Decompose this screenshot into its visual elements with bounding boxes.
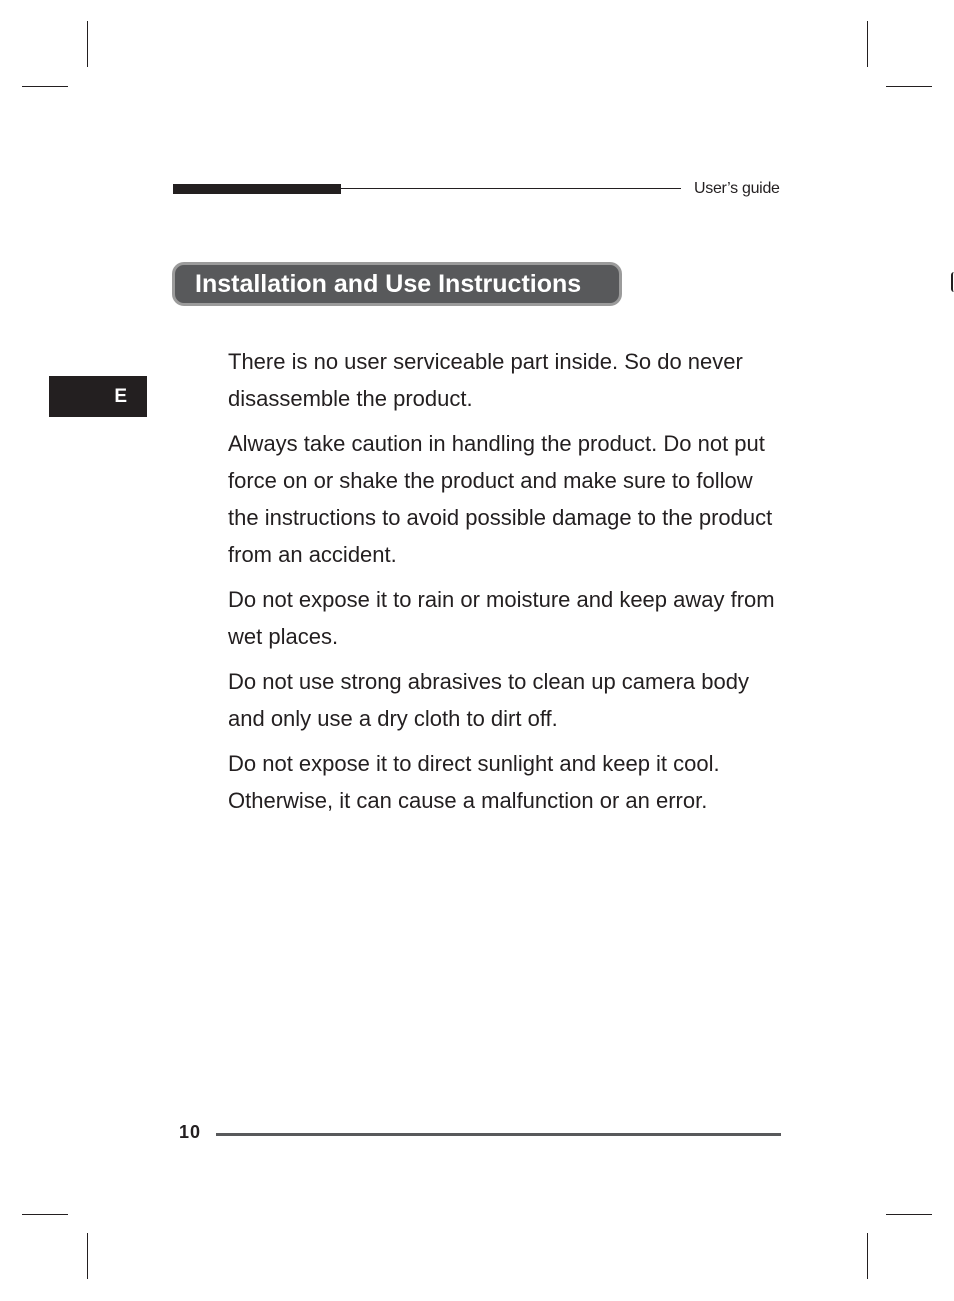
instruction-list: [228, 343, 788, 827]
crop-mark-bottom-left-horizontal: [22, 1214, 68, 1215]
language-tab: E: [49, 376, 147, 417]
instruction-item: Do not expose it to rain or moisture and keep away from wet places.: [228, 587, 775, 649]
header-rule-thin: [341, 188, 681, 189]
crop-mark-bottom-left-vertical: [87, 1233, 88, 1279]
header-rule-thick: [173, 184, 341, 194]
section-title: Installation and Use Instructions: [172, 262, 622, 306]
running-header: User’s guide: [694, 180, 780, 197]
crop-mark-top-left-horizontal: [22, 86, 68, 87]
instruction-item: Always take caution in handling the product. Do not put force on or shake the product and make sure to follow the instructions to avoid possible damage to the product from an accident.: [228, 431, 773, 567]
crop-mark-bottom-right-horizontal: [886, 1214, 932, 1215]
instruction-item: Do not use strong abrasives to clean up camera body and only use a dry cloth to dirt off.: [228, 669, 749, 731]
crop-mark-bottom-right-vertical: [867, 1233, 868, 1279]
crop-mark-top-right-horizontal: [886, 86, 932, 87]
instruction-item: Do not expose it to direct sunlight and keep it cool. Otherwise, it can cause a malfunction or an error.: [228, 751, 720, 813]
crop-mark-top-left-vertical: [87, 21, 88, 67]
crop-mark-top-right-vertical: [867, 21, 868, 67]
page-number: 10: [179, 1122, 202, 1142]
instruction-item: There is no user serviceable part inside. So do never disassemble the product.: [228, 349, 743, 411]
footer-rule: [216, 1133, 781, 1136]
